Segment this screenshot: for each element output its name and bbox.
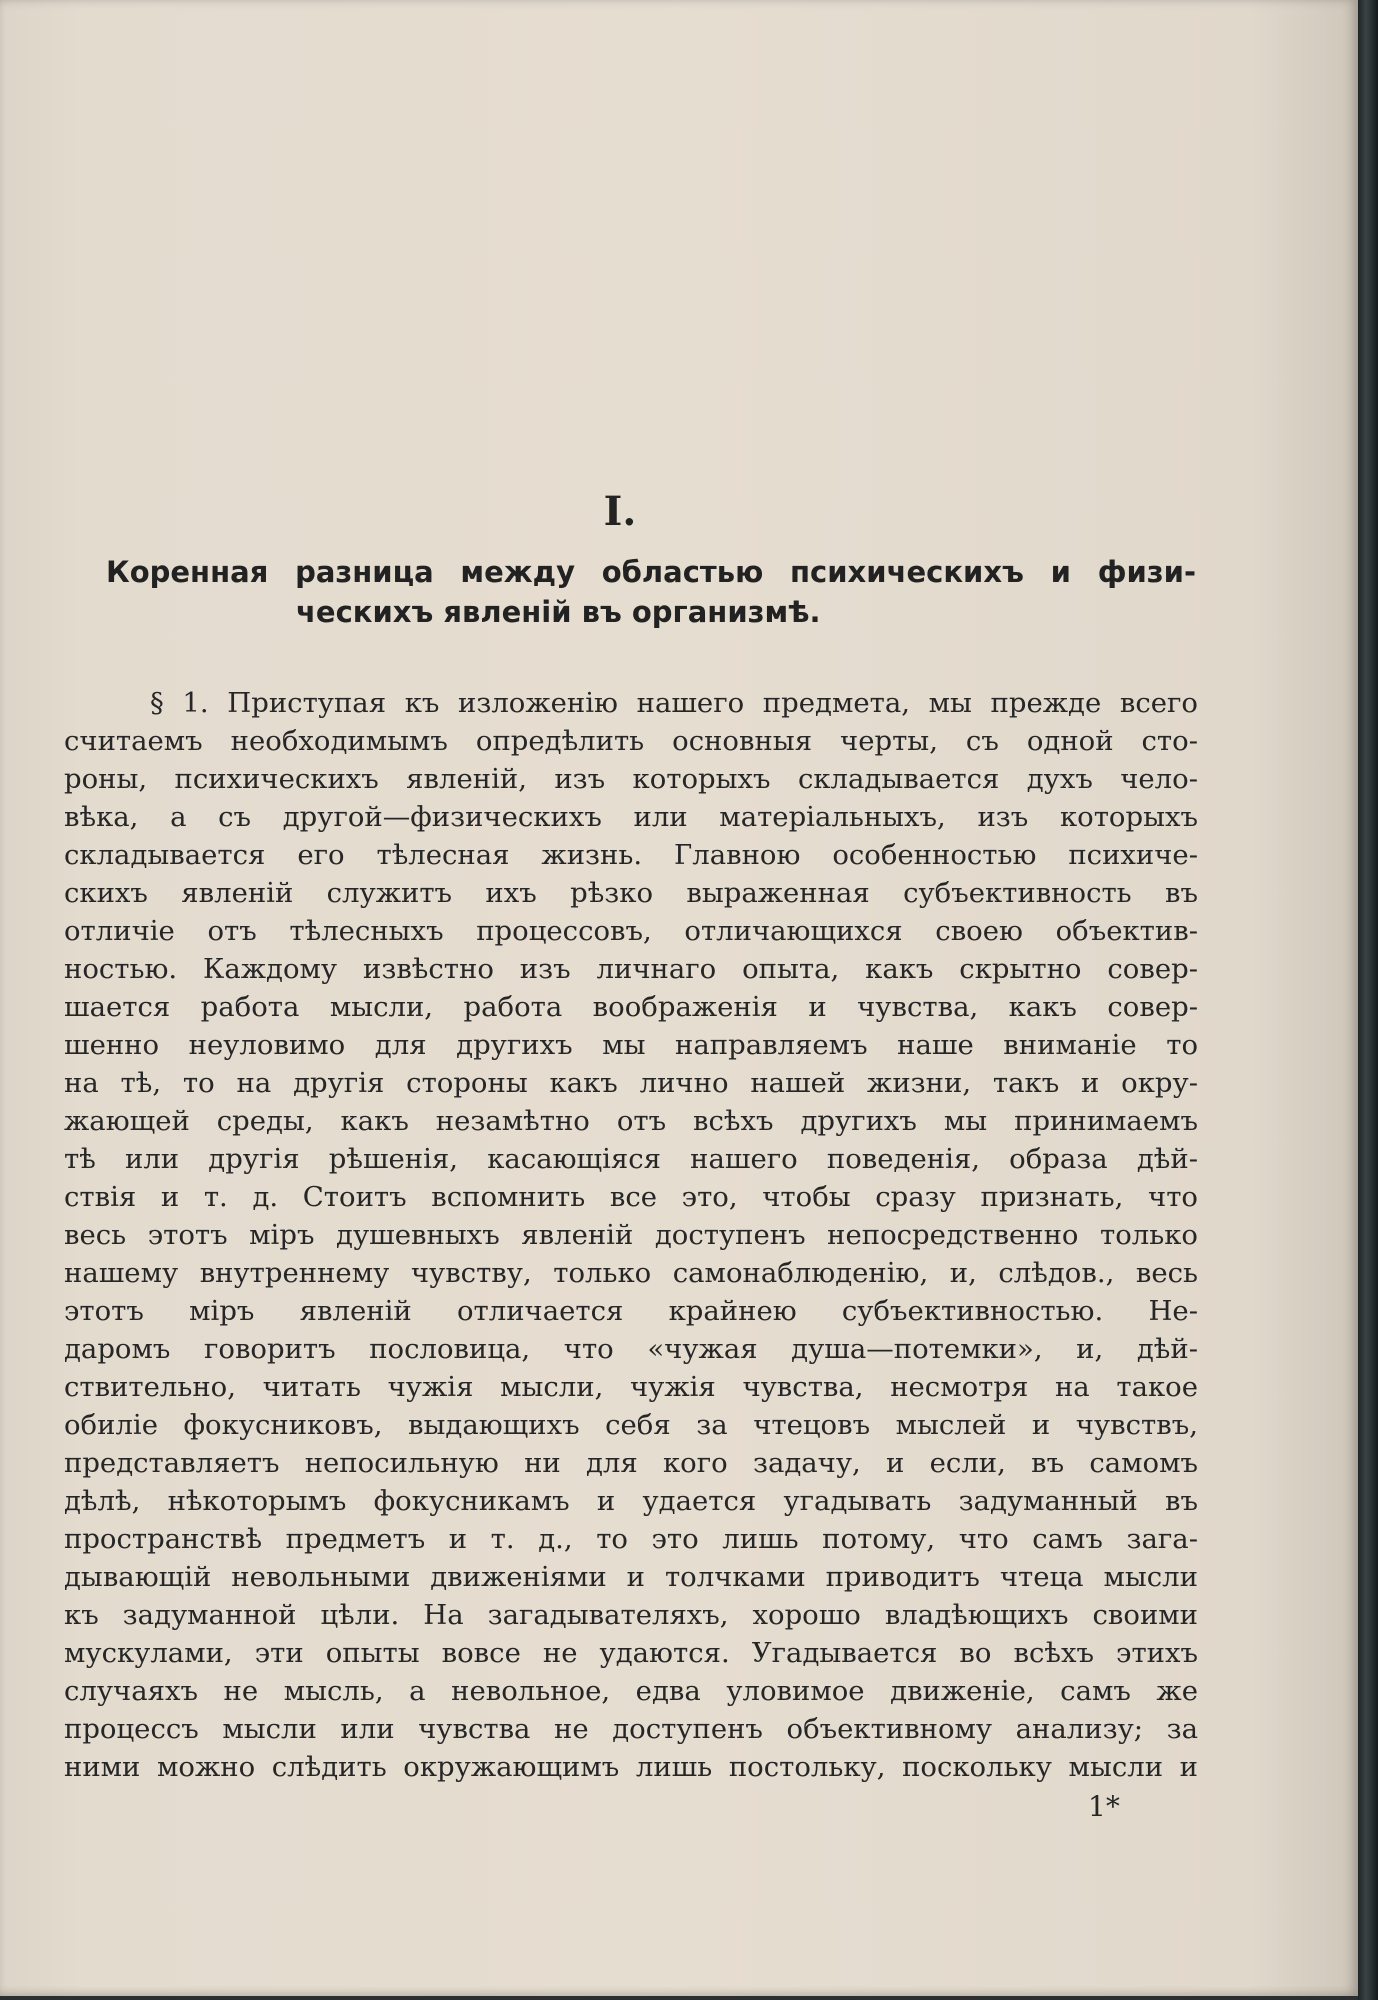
text-line: § 1. Приступая къ изложенію нашего предмета, мы прежде всего — [150, 687, 1198, 719]
text-line: складывается его тѣлесная жизнь. Главною особенностью психиче- — [64, 839, 1198, 871]
text-line: обиліе фокусниковъ, выдающихъ себя за чтецовъ мыслей и чувствъ, — [64, 1409, 1198, 1441]
text-line: дывающій невольными движеніями и толчками приводитъ чтеца мысли — [64, 1561, 1198, 1593]
text-line: представляетъ непосильную ни для кого задачу, и если, въ самомъ — [64, 1447, 1198, 1479]
text-line: на тѣ, то на другія стороны какъ лично нашей жизни, такъ и окру- — [64, 1067, 1198, 1099]
text-line: весь этотъ міръ душевныхъ явленій доступенъ непосредственно только — [64, 1219, 1198, 1251]
text-line: считаемъ необходимымъ опредѣлить основныя черты, съ одной сто- — [64, 725, 1198, 757]
text-line: вѣка, а съ другой—физическихъ или матеріальныхъ, изъ которыхъ — [64, 801, 1198, 833]
text-line: процессъ мысли или чувства не доступенъ объективному анализу; за — [64, 1713, 1198, 1745]
text-line: отличіе отъ тѣлесныхъ процессовъ, отличающихся своею объектив- — [64, 915, 1198, 947]
text-line: ностью. Каждому извѣстно изъ личнаго опыта, какъ скрытно совер- — [64, 953, 1198, 985]
text-line: скихъ явленій служитъ ихъ рѣзко выраженная субъективность въ — [64, 877, 1198, 909]
text-line: этотъ міръ явленій отличается крайнею субъективностью. Не- — [64, 1295, 1198, 1327]
text-line: шенно неуловимо для другихъ мы направляемъ наше вниманіе то — [64, 1029, 1198, 1061]
chapter-number: I. — [603, 488, 637, 535]
text-line: пространствѣ предметъ и т. д., то это лишь потому, что самъ зага- — [64, 1523, 1198, 1555]
text-line: къ задуманной цѣли. На загадывателяхъ, хорошо владѣющихъ своими — [64, 1599, 1198, 1631]
text-line: ствія и т. д. Стоитъ вспомнить все это, чтобы сразу признать, что — [64, 1181, 1198, 1213]
printer-signature-mark: 1* — [1088, 1790, 1120, 1823]
text-line: мускулами, эти опыты вовсе не удаются. Угадывается во всѣхъ этихъ — [64, 1637, 1198, 1669]
book-spine-edge — [1358, 0, 1378, 2000]
text-line: ствительно, читать чужія мысли, чужія чувства, несмотря на такое — [64, 1371, 1198, 1403]
text-line: тѣ или другія рѣшенія, касающіяся нашего поведенія, образа дѣй- — [64, 1143, 1198, 1175]
text-line: дѣлѣ, нѣкоторымъ фокусникамъ и удается угадывать задуманный въ — [64, 1485, 1198, 1517]
text-line: даромъ говоритъ пословица, что «чужая душа—потемки», и, дѣй- — [64, 1333, 1198, 1365]
paragraph-section-1 — [64, 684, 1198, 1786]
text-line: нашему внутреннему чувству, только самонаблюденію, и, слѣдов., весь — [64, 1257, 1198, 1289]
text-line: ними можно слѣдить окружающимъ лишь постольку, поскольку мысли и — [64, 1751, 1198, 1783]
text-line: жающей среды, какъ незамѣтно отъ всѣхъ другихъ мы принимаемъ — [64, 1105, 1198, 1137]
chapter-title — [106, 552, 1196, 632]
text-line: шается работа мысли, работа воображенія и чувства, какъ совер- — [64, 991, 1198, 1023]
chapter-title-line-1: Коренная разница между областью психическихъ и физи- — [106, 555, 1196, 589]
chapter-title-line-2: ческихъ явленій въ организмѣ. — [296, 595, 821, 629]
text-line: роны, психическихъ явленій, изъ которыхъ складывается духъ чело- — [64, 763, 1198, 795]
text-line: случаяхъ не мысль, а невольное, едва уловимое движеніе, самъ же — [64, 1675, 1198, 1707]
